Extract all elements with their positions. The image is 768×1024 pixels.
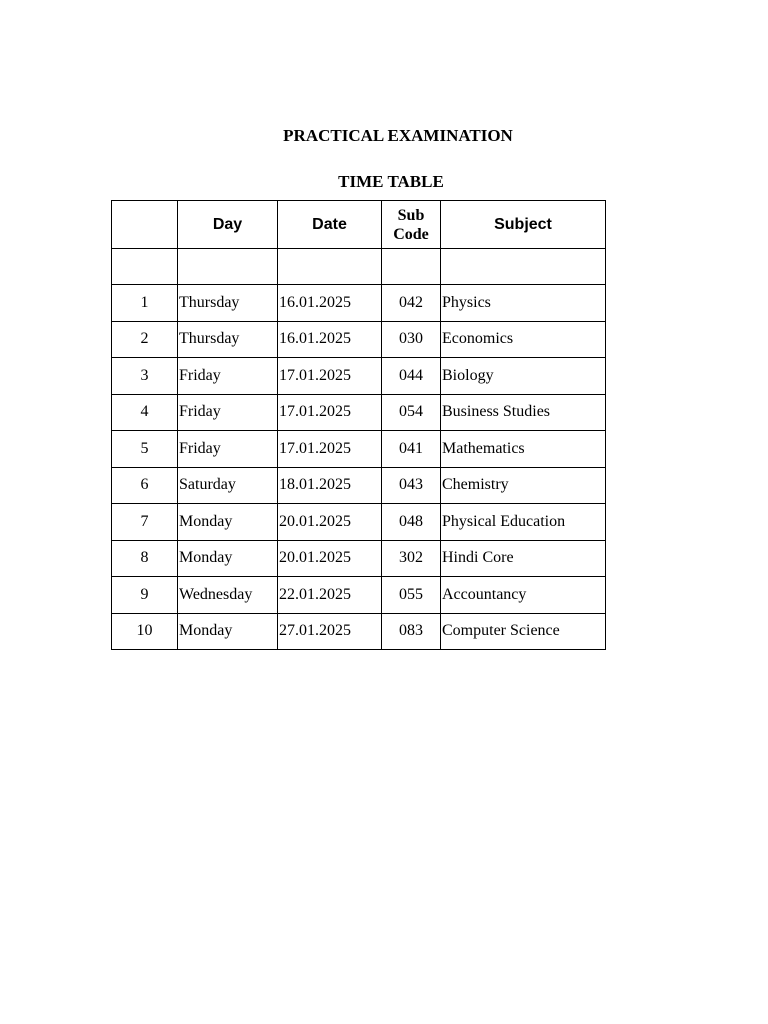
serial-number-cell: 7 <box>112 504 178 541</box>
subject-cell: Chemistry <box>441 467 606 504</box>
sub-code-cell: 054 <box>382 394 441 431</box>
date-cell: 16.01.2025 <box>278 285 382 322</box>
subject-cell: Biology <box>441 358 606 395</box>
empty-cell <box>278 249 382 285</box>
table-row <box>112 613 606 650</box>
header-date: Date <box>278 201 382 249</box>
header-day: Day <box>178 201 278 249</box>
table-row <box>112 540 606 577</box>
date-cell: 22.01.2025 <box>278 577 382 614</box>
day-cell: Monday <box>178 540 278 577</box>
date-cell: 17.01.2025 <box>278 394 382 431</box>
date-cell: 17.01.2025 <box>278 431 382 468</box>
date-cell: 16.01.2025 <box>278 321 382 358</box>
day-cell: Monday <box>178 613 278 650</box>
subject-cell: Hindi Core <box>441 540 606 577</box>
date-cell: 27.01.2025 <box>278 613 382 650</box>
subject-cell: Economics <box>441 321 606 358</box>
day-cell: Thursday <box>178 285 278 322</box>
serial-number-cell: 6 <box>112 467 178 504</box>
serial-number-cell: 5 <box>112 431 178 468</box>
date-cell: 18.01.2025 <box>278 467 382 504</box>
table-row <box>112 394 606 431</box>
subject-cell: Physics <box>441 285 606 322</box>
table-row <box>112 285 606 322</box>
subject-cell: Mathematics <box>441 431 606 468</box>
serial-number-cell: 8 <box>112 540 178 577</box>
page-title: PRACTICAL EXAMINATION <box>283 126 513 145</box>
header-sub-code-line2: Code <box>393 225 429 243</box>
header-subject: Subject <box>441 201 606 249</box>
sub-code-cell: 302 <box>382 540 441 577</box>
day-cell: Friday <box>178 431 278 468</box>
empty-row <box>112 249 606 285</box>
subject-cell: Accountancy <box>441 577 606 614</box>
table-row <box>112 504 606 541</box>
sub-code-cell: 044 <box>382 358 441 395</box>
day-cell: Thursday <box>178 321 278 358</box>
empty-cell <box>441 249 606 285</box>
serial-number-cell: 1 <box>112 285 178 322</box>
serial-number-cell: 4 <box>112 394 178 431</box>
sub-code-cell: 043 <box>382 467 441 504</box>
header-sub-code-line1: Sub <box>397 206 425 224</box>
header-no <box>112 201 178 249</box>
serial-number-cell: 2 <box>112 321 178 358</box>
table-title: TIME TABLE <box>338 172 444 191</box>
day-cell: Friday <box>178 394 278 431</box>
day-cell: Saturday <box>178 467 278 504</box>
date-cell: 20.01.2025 <box>278 504 382 541</box>
table-row <box>112 467 606 504</box>
serial-number-cell: 3 <box>112 358 178 395</box>
date-cell: 17.01.2025 <box>278 358 382 395</box>
sub-code-cell: 041 <box>382 431 441 468</box>
sub-code-cell: 042 <box>382 285 441 322</box>
header-sub-code <box>382 201 441 249</box>
header-row <box>112 201 606 249</box>
subject-cell: Business Studies <box>441 394 606 431</box>
sub-code-cell: 083 <box>382 613 441 650</box>
timetable <box>111 200 606 650</box>
empty-cell <box>112 249 178 285</box>
day-cell: Monday <box>178 504 278 541</box>
empty-cell <box>178 249 278 285</box>
empty-cell <box>382 249 441 285</box>
day-cell: Wednesday <box>178 577 278 614</box>
table-row <box>112 431 606 468</box>
serial-number-cell: 9 <box>112 577 178 614</box>
sub-code-cell: 048 <box>382 504 441 541</box>
subject-cell: Computer Science <box>441 613 606 650</box>
sub-code-cell: 055 <box>382 577 441 614</box>
sub-code-cell: 030 <box>382 321 441 358</box>
date-cell: 20.01.2025 <box>278 540 382 577</box>
subject-cell: Physical Education <box>441 504 606 541</box>
table-row <box>112 577 606 614</box>
day-cell: Friday <box>178 358 278 395</box>
table-row <box>112 358 606 395</box>
table-row <box>112 321 606 358</box>
serial-number-cell: 10 <box>112 613 178 650</box>
